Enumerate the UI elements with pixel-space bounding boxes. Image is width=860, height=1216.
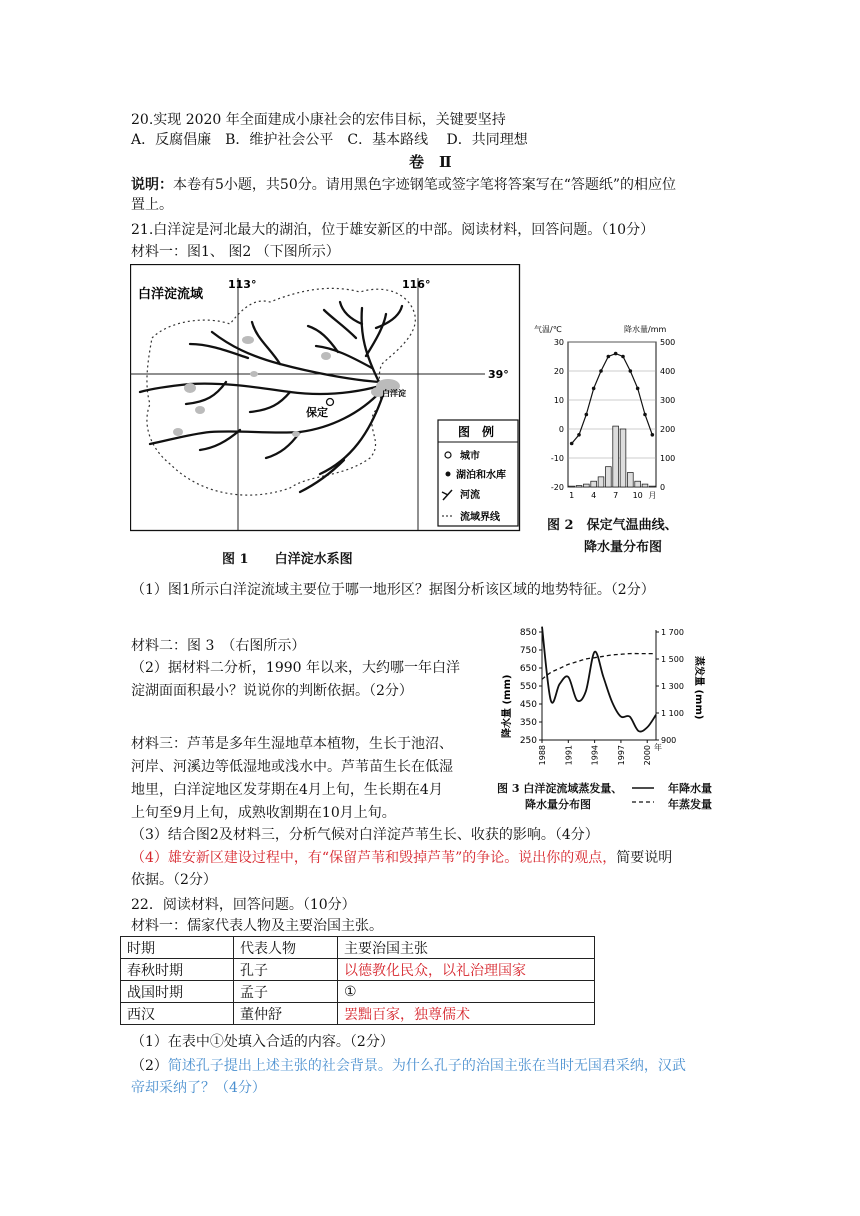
left-tick-label: 0 [558, 425, 564, 434]
fig3-caption-1: 图 3 白洋淀流域蒸发量、 [497, 782, 623, 795]
lon-116-label: 116° [402, 278, 431, 291]
q21-question-4 [131, 848, 672, 868]
temperature-point [629, 369, 633, 373]
temperature-point [607, 355, 611, 359]
map-title: 白洋淀流域 [138, 287, 204, 302]
q20-options: A．反腐倡廉 B．维护社会公平 C．基本路线 D．共同理想 [131, 132, 528, 148]
precipitation-bar [598, 477, 604, 487]
table-row [121, 959, 595, 981]
table-header: 时期 [121, 937, 234, 959]
q21-question-4-line2: 依据。（2分） [131, 872, 217, 888]
x-tick-label: 1 [569, 491, 575, 500]
table-cell: 西汉 [121, 1003, 234, 1025]
right-tick-label: 1 700 [661, 628, 684, 637]
precipitation-bar [591, 481, 597, 487]
q4-red-text: （4）雄安新区建设过程中，有“保留芦苇和毁掉芦苇”的争论。说出你的观点， [131, 850, 617, 866]
note-lead: 说明： [131, 177, 173, 193]
right-tick-label: 900 [661, 736, 677, 745]
q22-question-2 [131, 1056, 686, 1076]
city-label: 保定 [306, 406, 328, 419]
right-tick-label: 1 100 [661, 709, 684, 718]
legend-lake-icon [446, 472, 451, 477]
q21-question-1: （1）图1所示白洋淀流域主要位于哪一地形区？据图分析该区域的地势特征。（2分） [131, 582, 655, 598]
x-tick-label: 1994 [590, 745, 600, 766]
x-tick-label: 1997 [616, 745, 626, 766]
left-tick-label: 650 [519, 664, 537, 674]
fig2-left-unit: 气温/℃ [534, 325, 562, 334]
left-tick-label: -20 [550, 483, 564, 492]
lat-39-label: 39° [488, 368, 509, 381]
legend-river: 河流 [460, 490, 480, 501]
table-cell: 孟子 [234, 981, 338, 1003]
temperature-point [592, 387, 596, 391]
right-tick-label: 0 [660, 483, 666, 492]
legend-boundary: 流域界线 [460, 512, 500, 523]
temperature-point [570, 442, 574, 446]
q21-material1: 材料一：图1、 图2 （下图所示） [131, 244, 340, 260]
legend-title: 图 例 [458, 425, 495, 439]
table-cell: 董仲舒 [234, 1003, 338, 1025]
left-tick-label: 20 [553, 367, 564, 376]
temperature-point [651, 433, 655, 437]
q21-question-2b: 淀湖面面积最小？说说你的判断依据。（2分） [131, 683, 413, 699]
right-tick-label: 500 [660, 338, 676, 347]
temperature-point [599, 369, 603, 373]
note-rest: 本卷有5小题，共50分。请用黑色字迹钢笔或签字笔将答案写在“答题纸”的相应位 [173, 177, 677, 193]
table-header-row [121, 937, 595, 959]
climate-chart [528, 320, 700, 508]
x-tick-label: 7 [613, 491, 619, 500]
precipitation-bar [620, 429, 626, 487]
table-cell: ① [338, 981, 595, 1003]
left-tick-label: -10 [550, 454, 564, 463]
left-tick-label: 30 [553, 338, 564, 347]
temperature-point [621, 355, 625, 359]
map-legend [438, 420, 518, 526]
temperature-point [636, 387, 640, 391]
q21-question-2a: （2）据材料二分析，1990 年以来，大约哪一年白洋 [131, 660, 460, 676]
x-tick-label: 1988 [538, 745, 547, 766]
fig3-legend-2: 年蒸发量 [668, 798, 712, 811]
left-tick-label: 10 [553, 396, 564, 405]
table-cell: 罢黜百家，独尊儒术 [338, 1003, 595, 1025]
table-row [121, 981, 595, 1003]
m3-line-4: 上旬至9月上旬，成熟收割期在10月上旬。 [131, 805, 396, 821]
left-tick-label: 550 [519, 682, 537, 692]
table-header: 主要治国主张 [338, 937, 595, 959]
table-cell: 孔子 [234, 959, 338, 981]
right-tick-label: 300 [660, 396, 676, 405]
x-tick-label: 4 [591, 491, 597, 500]
legend-city-icon [445, 452, 451, 458]
temperature-point [614, 352, 618, 356]
fig2-caption-2: 降水量分布图 [584, 540, 663, 555]
lon-113-label: 113° [228, 278, 257, 291]
fig3-left-label: 降水量 (mm) [502, 674, 513, 738]
table-cell: 战国时期 [121, 981, 234, 1003]
watershed-map [130, 264, 522, 534]
precipitation-bar [583, 484, 589, 487]
left-tick-label: 250 [519, 736, 537, 746]
part2-note-line2: 置上。 [131, 197, 173, 213]
fig3-right-label: 蒸发量 (mm) [693, 656, 704, 720]
table-row [121, 1003, 595, 1025]
q21-stem: 21.白洋淀是河北最大的湖泊，位于雄安新区的中部。阅读材料，回答问题。（10分） [131, 222, 655, 238]
q4-black-text: 简要说明 [616, 850, 673, 866]
x-tick-label: 10 [632, 491, 643, 500]
fig2-caption-1: 图 2 保定气温曲线、 [547, 518, 678, 533]
q21-material2: 材料二：图 3 （右图所示） [131, 638, 306, 654]
right-tick-label: 100 [660, 454, 676, 463]
precipitation-bar [576, 486, 582, 487]
m3-line-2: 河岸、河溪边等低湿地或浅水中。芦苇苗生长在低湿 [131, 759, 453, 775]
q22-material1: 材料一：儒家代表人物及主要治国主张。 [131, 918, 383, 934]
fig2-plot-frame [568, 342, 656, 487]
q22-q2-lead: （2） [131, 1058, 168, 1074]
x-tick-label: 1991 [564, 745, 574, 766]
table-cell: 以德教化民众，以礼治理国家 [338, 959, 595, 981]
temperature-point [585, 413, 589, 417]
fig1-caption: 图 1 白洋淀水系图 [222, 552, 353, 567]
right-tick-label: 400 [660, 367, 676, 376]
fig3-caption-2: 降水量分布图 [525, 798, 591, 811]
x-unit-label: 月 [648, 491, 657, 500]
left-tick-label: 450 [519, 700, 537, 710]
table-header: 代表人物 [234, 937, 338, 959]
x-tick-label: 2000 [643, 745, 653, 766]
left-tick-label: 750 [519, 646, 537, 656]
q20-stem: 20.实现 2020 年全面建成小康社会的宏伟目标，关键要坚持 [131, 112, 506, 128]
precipitation-bar [605, 467, 611, 487]
confucian-table [120, 936, 595, 1025]
precipitation-bar [569, 486, 575, 487]
precipitation-bar [627, 473, 633, 488]
left-tick-label: 850 [519, 628, 537, 638]
q22-q2-text: 简述孔子提出上述主张的社会背景。为什么孔子的治国主张在当时无国君采纳，汉武 [167, 1058, 686, 1074]
fig3-legend-marks [630, 782, 658, 808]
fig3-legend-1: 年降水量 [668, 782, 712, 795]
temperature-point [577, 433, 581, 437]
m3-line-1: 材料三：芦苇是多年生湿地草本植物，生长于池沼、 [131, 736, 453, 752]
q21-question-3: （3）结合图2及材料三，分析气候对白洋淀芦苇生长、收获的影响。（4分） [131, 827, 599, 843]
lake-label: 白洋淀 [382, 389, 406, 398]
q22-question-2-line2: 帝却采纳了？（4分） [131, 1080, 266, 1096]
part2-note [131, 175, 676, 195]
q22-question-1: （1）在表中①处填入合适的内容。（2分） [131, 1034, 394, 1050]
fig2-right-unit: 降水量/mm [624, 325, 667, 334]
precipitation-bar [635, 481, 641, 487]
x-unit-label: 年 [654, 743, 662, 752]
legend-lake: 湖泊和水库 [456, 470, 506, 481]
q22-stem: 22．阅读材料，回答问题。（10分） [131, 897, 356, 913]
temperature-point [643, 413, 647, 417]
precipitation-bar [649, 486, 655, 487]
m3-line-3: 地里，白洋淀地区发芽期在4月上旬，生长期在4月 [131, 782, 443, 798]
city-baoding-marker [327, 399, 334, 406]
precipitation-bar [642, 484, 648, 487]
left-tick-label: 350 [519, 718, 537, 728]
part2-title: 卷 Ⅱ [409, 153, 452, 171]
legend-city: 城市 [460, 451, 480, 462]
precipitation-line [542, 627, 656, 732]
table-cell: 春秋时期 [121, 959, 234, 981]
right-tick-label: 1 500 [661, 655, 684, 664]
precipitation-bar [613, 426, 619, 487]
right-tick-label: 200 [660, 425, 676, 434]
temperature-curve [572, 354, 653, 444]
right-tick-label: 1 300 [661, 682, 684, 691]
